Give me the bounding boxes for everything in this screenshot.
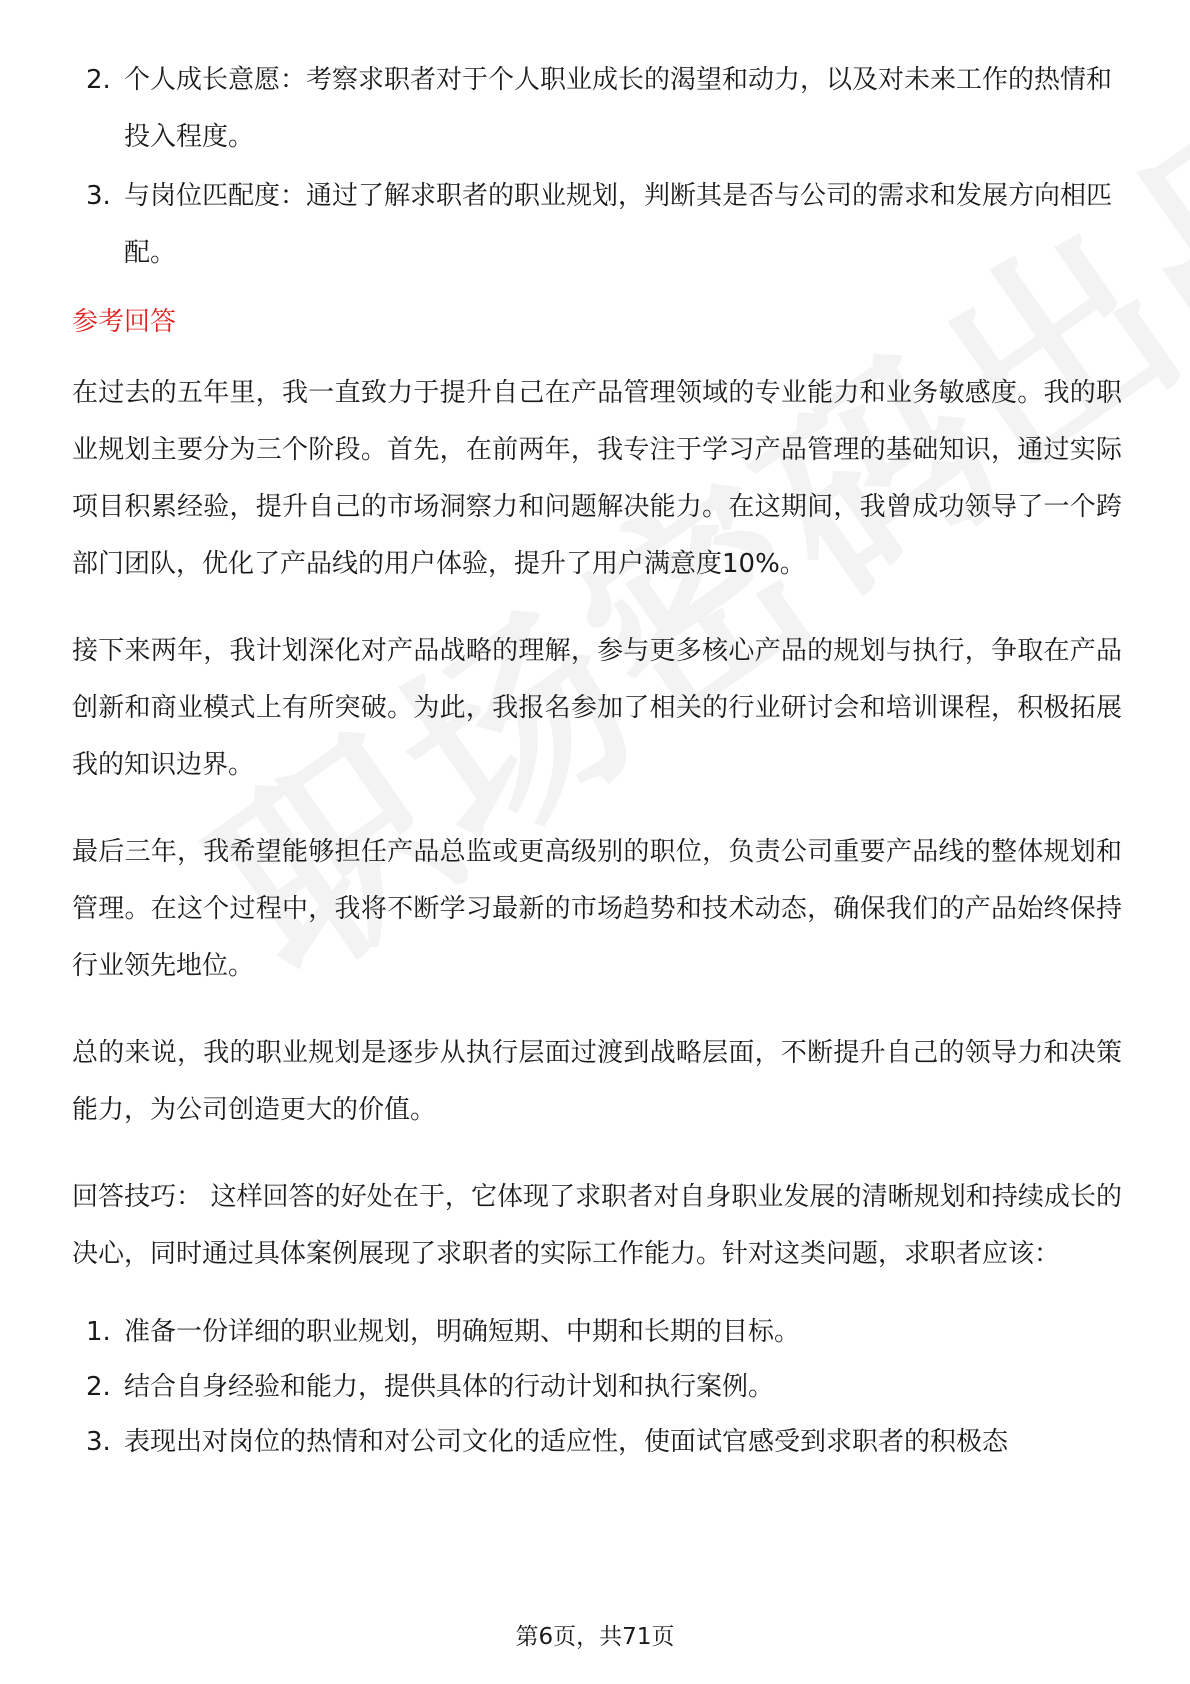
list-item [72, 168, 1122, 282]
list-number: 3. [86, 1427, 111, 1457]
paragraph: 接下来两年，我计划深化对产品战略的理解，参与更多核心产品的规划与执行，争取在产品创新和商业模式上有所突破。为此，我报名参加了相关的行业研讨会和培训课程，积极拓展我的知识边界。 [72, 636, 1122, 780]
criteria-list [72, 52, 1122, 282]
list-item [72, 1305, 1122, 1360]
paragraph: 最后三年，我希望能够担任产品总监或更高级别的职位，负责公司重要产品线的整体规划和管理。在这个过程中，我将不断学习最新的市场趋势和技术动态，确保我们的产品始终保持行业领先地位。 [72, 837, 1122, 981]
tips-paragraph: 回答技巧： 这样回答的好处在于，它体现了求职者对自身职业发展的清晰规划和持续成长的决心，同时通过具体案例展现了求职者的实际工作能力。针对这类问题，求职者应该： [72, 1182, 1122, 1269]
section-heading: 参考回答 [72, 307, 177, 337]
list-number: 3. [86, 181, 111, 211]
list-item [72, 1360, 1122, 1415]
list-text: 准备一份详细的职业规划，明确短期、中期和长期的目标。 [124, 1317, 801, 1347]
list-text: 个人成长意愿：考察求职者对于个人职业成长的渴望和动力，以及对未来工作的热情和投入程度。 [124, 65, 1113, 152]
list-number: 1. [86, 1317, 111, 1347]
list-number: 2. [86, 1372, 111, 1402]
paragraph: 在过去的五年里，我一直致力于提升自己在产品管理领域的专业能力和业务敏感度。我的职业规划主要分为三个阶段。首先，在前两年，我专注于学习产品管理的基础知识，通过实际项目积累经验，提升自己的市场洞察力和问题解决能力。在这期间，我曾成功领导了一个跨部门团队，优化了产品线的用户体验，提升了用户满意度10%。 [72, 378, 1122, 579]
list-item [72, 52, 1122, 166]
page-content [72, 52, 1122, 1470]
paragraph: 总的来说，我的职业规划是逐步从执行层面过渡到战略层面，不断提升自己的领导力和决策能力，为公司创造更大的价值。 [72, 1038, 1122, 1125]
list-item [72, 1415, 1122, 1470]
list-text: 结合自身经验和能力，提供具体的行动计划和执行案例。 [124, 1372, 775, 1402]
tips-list [72, 1305, 1122, 1470]
list-number: 2. [86, 65, 111, 95]
page-footer: 第6页，共71页 [515, 1624, 675, 1650]
list-text: 与岗位匹配度：通过了解求职者的职业规划，判断其是否与公司的需求和发展方向相匹配。 [124, 181, 1113, 268]
list-text: 表现出对岗位的热情和对公司文化的适应性，使面试官感受到求职者的积极态 [124, 1427, 1009, 1457]
